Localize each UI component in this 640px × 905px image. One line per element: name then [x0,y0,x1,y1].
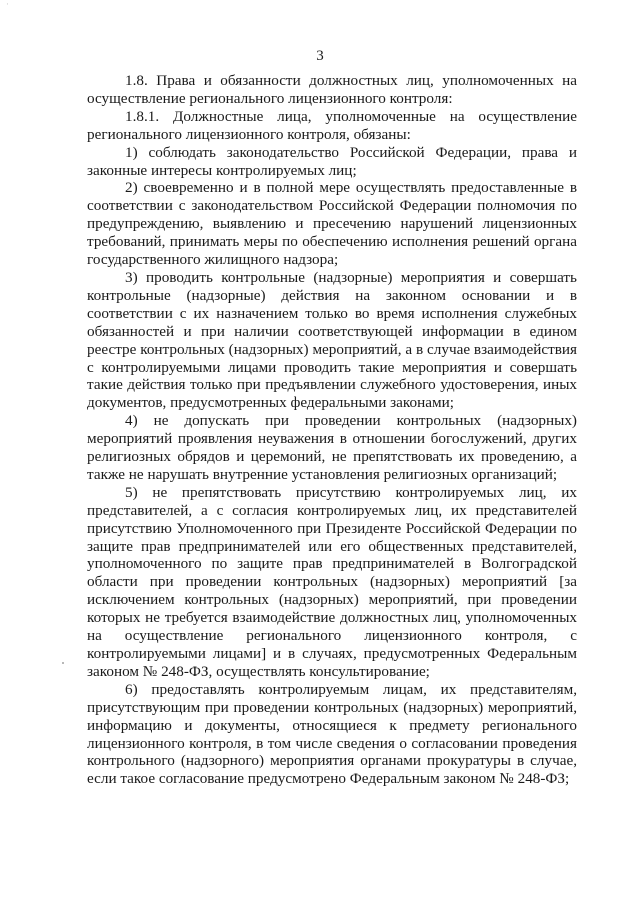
scan-artifact: · [6,0,9,10]
scan-dot [62,662,64,664]
list-item-2: 2) своевременно и в полной мере осуществлять предоставленные в соответствии с законодательством Российской Федерации полномочия по предупреждению, выявлению и пресечению нарушений лицензионных требований, принимать меры по обеспечению исполнения решений органа государственного жилищного надзора; [87,179,577,269]
document-body [87,72,577,788]
list-item-3: 3) проводить контрольные (надзорные) мероприятия и совершать контрольные (надзорные) действия на законном основании и в соответствии с их назначением только во время исполнения служебных обязанностей и при наличии соответствующей информации в едином реестре контрольных (надзорных) мероприятий, а в случае взаимодействия с контролируемыми лицами проводить такие мероприятия и совершать такие действия только при предъявлении служебного удостоверения, иных документов, предусмотренных федеральными законами; [87,268,577,412]
list-item-4: 4) не допускать при проведении контрольных (надзорных) мероприятий проявления неуважения в отношении богослужений, других религиозных обрядов и церемоний, не препятствовать их проведению, а также не нарушать внутренние установления религиозных организаций; [87,412,577,483]
list-item-5: 5) не препятствовать присутствию контролируемых лиц, их представителей, а с согласия контролируемых лиц, их представителей присутствию Уполномоченного при Президенте Российской Федерации по защите прав предпринимателей или его общественных представителей, уполномоченного по защите прав предпринимателей в Волгоградской области при проведении контрольных (надзорных) мероприятий [за исключением контрольных (надзорных) мероприятий, при проведении которых не требуется взаимодействие должностных лиц, уполномоченных на осуществление регионального лицензионного контроля, с контролируемыми лицами] и в случаях, предусмотренных Федеральным законом № 248-ФЗ, осуществлять консультирование; [87,483,577,680]
list-item-1: 1) соблюдать законодательство Российской Федерации, права и законные интересы контролируемых лиц; [87,143,577,179]
paragraph-1-8: 1.8. Права и обязанности должностных лиц, уполномоченных на осуществление регионального лицензионного контроля: [87,72,577,107]
list-item-6: 6) предоставлять контролируемым лицам, их представителям, присутствующим при проведении контрольных (надзорных) мероприятий, информацию и документы, относящиеся к предмету регионального лицензионного контроля, в том числе сведения о согласовании проведения контрольного (надзорного) мероприятия органами прокуратуры в случае, если такое согласование предусмотрено Федеральным законом № 248-ФЗ; [87,680,577,788]
paragraph-1-8-1: 1.8.1. Должностные лица, уполномоченные на осуществление регионального лицензионного контроля, обязаны: [87,107,577,143]
page-number: 3 [316,48,324,64]
